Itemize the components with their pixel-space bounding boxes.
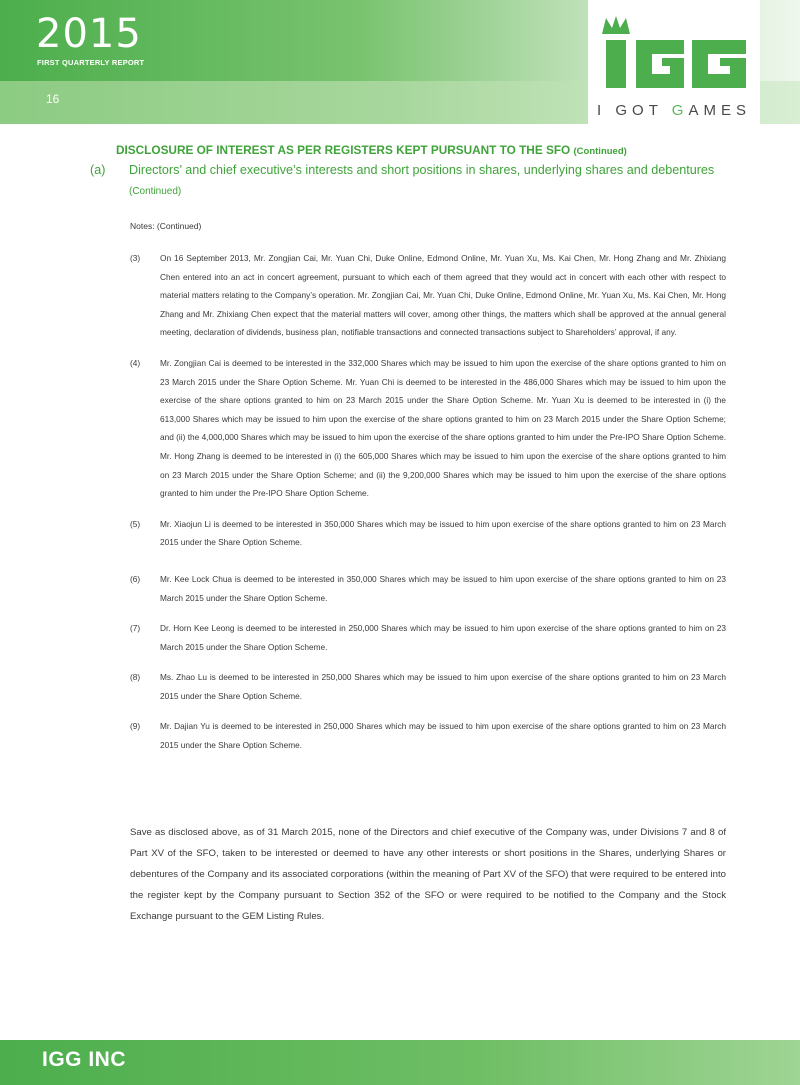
note-text: Ms. Zhao Lu is deemed to be interested in 250,000 Shares which may be issued to him upon exercise of the share options granted to him on 23 March 2015 under the Share Option Scheme.: [160, 672, 726, 701]
page-number: 16: [46, 92, 60, 106]
notes-label: Notes: (Continued): [130, 221, 202, 231]
note-number: (6): [130, 573, 141, 584]
note-number: (8): [130, 672, 141, 683]
note-text: Mr. Dajian Yu is deemed to be interested in 250,000 Shares which may be issued to him upon exercise of the share options granted to him on 23 March 2015 under the Share Option Scheme.: [160, 721, 726, 751]
note-number: (7): [130, 623, 141, 634]
section-title: DISCLOSURE OF INTEREST AS PER REGISTERS KEPT PURSUANT TO THE SFO (Continued): [116, 143, 627, 157]
note-4: [130, 354, 726, 503]
note-text: Dr. Horn Kee Leong is deemed to be interested in 250,000 Shares which may be issued to him upon exercise of the share options granted to him on 23 March 2015 under the Share Option Scheme.: [160, 623, 726, 652]
company-name: IGG INC: [42, 1048, 127, 1071]
note-5: [130, 515, 726, 552]
note-text: On 16 September 2013, Mr. Zongjian Cai, Mr. Yuan Chi, Duke Online, Edmond Online, Mr. Yuan Xu, Ms. Kai Chen, Mr. Hong Zhang and Mr. Zhixiang Chen entered into an act in concert agreement, pursuant to which each of them agreed that they would act in concert with each other with respect to material matters relating to the Company’s operation. Mr. Zongjian Cai, Mr. Yuan Chi, Duke Online, Edmond Online, Mr. Yuan Xu, Ms. Kai Chen, Mr. Hong Zhang and Mr. Zhixiang Chen expect that the material matters will cover, among other things, the matters which shall be approved at the annual general meeting, declaration of dividends, business plan, notifiable transactions and connected transactions subject to Shareholders’ approval, if any.: [160, 253, 726, 338]
note-9: [130, 717, 726, 754]
note-text: Mr. Zongjian Cai is deemed to be interested in the 332,000 Shares which may be issued to him upon the exercise of the share options granted to him on 23 March 2015 under the Share Option Scheme. Mr. Yuan Chi is deemed to be interested in the 486,000 Shares which may be issued to him upon the exercise of the share options granted to him on 23 March 2015 under the Share Option Scheme. Mr. Yuan Xu is deemed to be interested in (i) the 613,000 Shares which may be issued to him upon the exercise of the share options granted to him on 23 March 2015 under the Share Option Scheme; and (ii) the 4,000,000 Shares which may be issued to him upon the exercise of the share options granted to him under the Pre-IPO Share Option Scheme. Mr. Hong Zhang is deemed to be interested in (i) the 605,000 Shares which may be issued to him upon the exercise of the share options granted to him on 23 March 2015 under the Share Option Scheme; and (ii) the 9,200,000 Shares which may be issued to him upon the exercise of the share options granted to him under the Pre-IPO Share Option Scheme.: [160, 357, 726, 499]
sub-heading: [90, 160, 726, 202]
report-year: 2015: [36, 11, 142, 57]
note-number: (5): [130, 518, 141, 529]
note-6: [130, 570, 726, 607]
report-label: FIRST QUARTERLY REPORT: [37, 58, 145, 67]
note-3: [130, 249, 726, 342]
page-header: [0, 0, 800, 124]
igg-logo: [588, 0, 760, 124]
page-footer: [0, 1040, 800, 1085]
note-number: (3): [130, 253, 141, 263]
sub-heading-label: (a): [90, 163, 106, 177]
igg-logo-icon: [596, 12, 756, 92]
note-number: (9): [130, 721, 141, 732]
note-8: [130, 668, 726, 705]
sub-heading-text: Directors’ and chief executive’s interests and short positions in shares, underlying shares and debentures (Continued): [129, 163, 715, 197]
note-text: Mr. Xiaojun Li is deemed to be interested in 350,000 Shares which may be issued to him upon exercise of the share options granted to him on 23 March 2015 under the Share Option Scheme.: [160, 518, 726, 548]
notes-list: [130, 249, 726, 755]
note-number: (4): [130, 357, 141, 368]
closing-paragraph: Save as disclosed above, as of 31 March 2015, none of the Directors and chief executive of the Company was, under Divisions 7 and 8 of Part XV of the SFO, taken to be interested or deemed to have any other interests or short positions in the Shares, underlying Shares or debentures of the Company and its associated corporations (within the meaning of Part XV of the SFO) that were required to be entered into the register kept by the Company pursuant to Section 352 of the SFO or were required to be notified to the Company and the Stock Exchange pursuant to the GEM Listing Rules.: [130, 827, 726, 922]
note-7: [130, 619, 726, 656]
logo-tagline: I GOT GAMES: [597, 102, 751, 119]
note-text: Mr. Kee Lock Chua is deemed to be interested in 350,000 Shares which may be issued to him upon exercise of the share options granted to him on 23 March 2015 under the Share Option Scheme.: [160, 573, 726, 603]
